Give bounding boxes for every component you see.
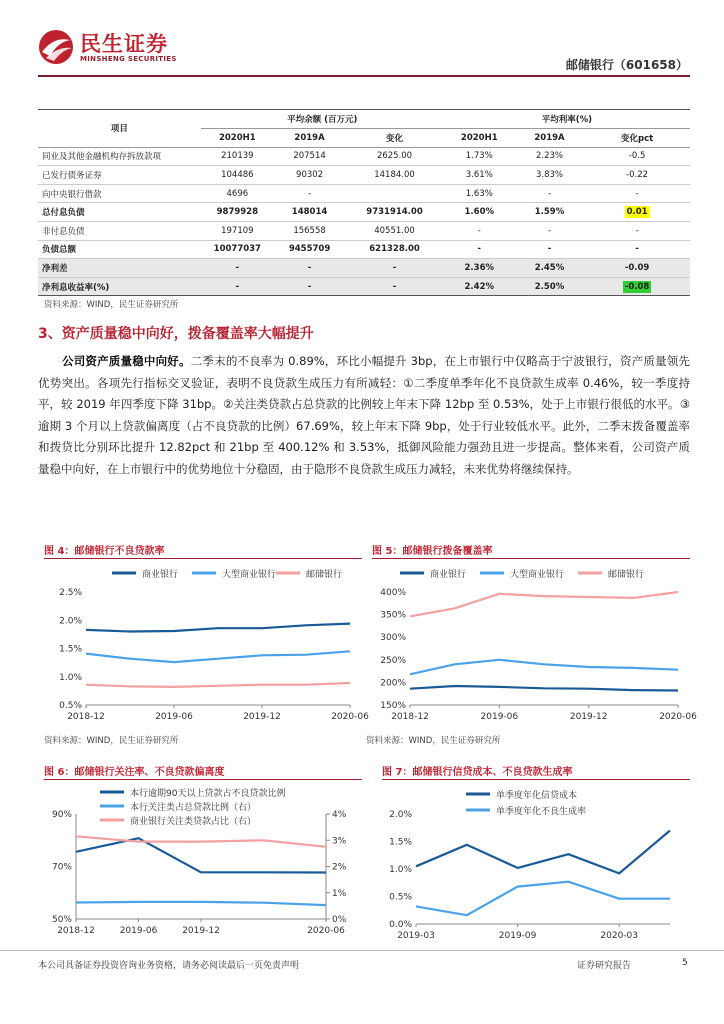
- x-tick-label: 2019-09: [498, 931, 537, 941]
- table-cell: -: [635, 225, 639, 236]
- table-cell: 负债总额: [42, 245, 77, 256]
- legend-label: 本行关注类占总贷款比例（右）: [130, 803, 257, 813]
- table-subheader: 变化: [386, 133, 404, 144]
- y-tick-label: 1.5%: [389, 837, 412, 848]
- table-header-group2: 平均利率(%): [444, 110, 690, 129]
- y-right-tick-label: 3%: [332, 836, 347, 847]
- y-tick-label: 90%: [51, 810, 72, 820]
- fig4-chart: [44, 560, 369, 725]
- table-cell: 104486: [221, 170, 254, 181]
- table-cell: -: [547, 244, 552, 255]
- highlight-value: 0.01: [626, 207, 648, 218]
- table-subheader: 2020H1: [218, 132, 256, 143]
- footer-report-type: 证券研究报告: [577, 961, 632, 971]
- table-subheader: 2019A: [294, 132, 325, 143]
- table-subheader: 2019A: [534, 132, 565, 143]
- x-tick-label: 2019-12: [182, 926, 220, 936]
- y-tick-label: 0.5%: [389, 892, 412, 903]
- table-cell: 2.50%: [515, 277, 584, 296]
- table-cell: [584, 203, 690, 222]
- table-cell: 148014: [291, 207, 328, 218]
- page-number: 5: [682, 958, 688, 968]
- fig7-title: 图 7：邮储银行信贷成本、不良贷款生成率: [382, 762, 690, 780]
- series-line: [410, 686, 678, 691]
- table-cell: 1.63%: [465, 188, 493, 199]
- fig5-chart: [372, 560, 697, 725]
- series-line: [416, 882, 670, 916]
- x-tick-label: 2019-06: [119, 926, 158, 936]
- table-header-row: [38, 110, 690, 129]
- series-line: [86, 651, 350, 662]
- table-cell: 197109: [221, 225, 254, 236]
- series-line: [86, 624, 350, 632]
- body-paragraph: [38, 351, 690, 480]
- y-tick-label: 1.5%: [59, 644, 82, 655]
- table-cell: 210139: [221, 151, 254, 162]
- table-cell: 总付息负债: [42, 208, 85, 219]
- y-tick-label: 1.0%: [59, 672, 82, 683]
- brand-name-en: MINSHENG SECURITIES: [80, 55, 177, 63]
- table-subheader: 2020H1: [460, 132, 498, 143]
- table-row: [38, 240, 690, 259]
- table-cell: 净利差: [38, 259, 201, 278]
- table-cell: -: [477, 244, 482, 255]
- table-cell: 2.36%: [444, 259, 515, 278]
- table-top-border: [38, 109, 690, 110]
- y-right-tick-label: 4%: [332, 810, 347, 820]
- table-cell: 1.73%: [465, 151, 493, 162]
- table-cell: 向中央银行借款: [42, 189, 102, 200]
- x-tick-label: 2020-06: [307, 926, 345, 936]
- table-cell: 9455709: [288, 244, 331, 255]
- table-cell: -0.09: [584, 259, 690, 278]
- table-row: [38, 184, 690, 203]
- table-header-group1: 平均余额 (百万元): [201, 110, 444, 129]
- table-cell: 2.23%: [535, 151, 563, 162]
- legend-label: 商业银行: [430, 570, 467, 580]
- series-line: [76, 836, 326, 847]
- y-tick-label: 0.5%: [59, 701, 82, 711]
- x-tick-label: 2018-12: [391, 712, 429, 722]
- x-tick-label: 2018-12: [57, 926, 95, 936]
- table-cell: -: [201, 259, 274, 278]
- x-tick-label: 2019-12: [569, 712, 608, 722]
- table-cell: -: [547, 225, 552, 236]
- table-cell: 非付息负债: [42, 226, 85, 237]
- x-tick-label: 2020-06: [331, 712, 369, 722]
- table-cell: 207514: [293, 151, 326, 162]
- table-row: [38, 277, 690, 296]
- legend-label: 邮储银行: [306, 570, 343, 580]
- series-line: [76, 902, 326, 905]
- paragraph-lead: 公司资产质量稳中向好。: [62, 354, 191, 368]
- table-cell: 2.45%: [515, 259, 584, 278]
- table-cell: -: [345, 259, 443, 278]
- table-row: [38, 203, 690, 222]
- table-row: [38, 166, 690, 185]
- table-cell: 2.42%: [444, 277, 515, 296]
- legend-label: 单季度年化不良生成率: [496, 807, 587, 817]
- y-tick-label: 0.0%: [389, 920, 412, 930]
- table-row: [38, 147, 690, 166]
- y-tick-label: 70%: [51, 862, 72, 873]
- legend-label: 商业银行关注类贷款占比（右）: [130, 817, 257, 827]
- fig5-source: 资料来源：WIND，民生证券研究所: [366, 736, 501, 746]
- table-cell: 9731914.00: [366, 207, 423, 218]
- brand-name-cn: 民生证券: [80, 32, 168, 56]
- table-row: [38, 259, 690, 278]
- table-cell: [345, 184, 443, 203]
- table-row: [38, 222, 690, 241]
- table-cell: 621328.00: [369, 244, 420, 255]
- x-tick-label: 2019-03: [397, 931, 435, 941]
- legend-label: 本行逾期90天以上贷款占不良贷款比例: [130, 789, 286, 799]
- table-cell: 3.61%: [465, 170, 493, 181]
- y-tick-label: 300%: [380, 633, 406, 644]
- fig45-source: 资料来源：WIND，民生证券研究所: [44, 736, 179, 746]
- table-cell: -0.22: [626, 170, 649, 181]
- table-cell: -: [635, 188, 639, 199]
- table-cell: 1.60%: [464, 207, 495, 218]
- fig5-title: 图 5：邮储银行拨备覆盖率: [372, 541, 690, 559]
- legend-label: 商业银行: [142, 570, 179, 580]
- fig4-title: 图 4：邮储银行不良贷款率: [44, 541, 362, 559]
- fig7-chart: [382, 782, 690, 942]
- table-cell: -: [477, 225, 481, 236]
- table-cell: 1.59%: [534, 207, 565, 218]
- footer-divider: [0, 950, 724, 951]
- legend-label: 大型商业银行: [222, 570, 277, 580]
- header-divider: [38, 75, 690, 77]
- x-tick-label: 2019-12: [243, 712, 281, 722]
- y-tick-label: 250%: [380, 655, 406, 666]
- table-header-item: 项目: [110, 124, 128, 135]
- y-right-tick-label: 1%: [332, 888, 347, 899]
- y-tick-label: 2.5%: [59, 588, 82, 598]
- paragraph-body: 二季末的不良率为 0.89%，环比小幅提升 3bp，在上市银行中仅略高于宁波银行，资产质量领先优势突出。各项先行指标交叉验证，表明不良贷款生成压力有所减轻：①二季度单季年化不良贷款生成率 0.46%，较一季度持平，较 2019 年四季度下降 31bp。②关注类贷款占总贷款的比例较上年末下降 12bp 至 0.53%，处于上市银行很低的水平。③逾期 3 个月以上贷款偏离度（占不良贷款的比例）67.69%，较上年末下降 9bp，处于行业较低水平。此外，二季末拨备覆盖率和拨贷比分别环比提升 12.82pct 和 21bp 至 400.12% 和 3.53%，抵御风险能力强劲且进一步提高。整体来看，公司资产质量稳中向好，在上市银行中的优势地位十分稳固，由于隐形不良贷款生成压力减轻，未来优势将继续保持。: [38, 354, 691, 476]
- y-tick-label: 1.0%: [389, 865, 412, 875]
- table-cell: [584, 277, 690, 296]
- highlight-value: -0.08: [624, 281, 650, 292]
- table-cell: -: [274, 277, 345, 296]
- table-cell: -: [201, 277, 274, 296]
- table-cell: 同业及其他金融机构存拆放款项: [42, 152, 162, 163]
- y-right-tick-label: 0%: [332, 915, 347, 925]
- table-cell: 2625.00: [376, 151, 413, 162]
- legend-label: 单季度年化信贷成本: [496, 791, 578, 801]
- series-line: [86, 683, 350, 687]
- x-tick-label: 2019-06: [155, 712, 193, 722]
- fig6-chart: [44, 782, 362, 942]
- x-tick-label: 2019-06: [480, 712, 519, 722]
- table-cell: 净利息收益率(%): [38, 277, 201, 296]
- table-source: 资料来源：WIND，民生证券研究所: [44, 300, 179, 310]
- table-cell: 已发行债务证券: [42, 171, 102, 182]
- company-name: 邮储银行（601658）: [565, 58, 688, 72]
- table-cell: -: [547, 188, 552, 199]
- table-cell: -: [345, 277, 443, 296]
- table-cell: 4696: [226, 188, 249, 199]
- y-tick-label: 200%: [380, 678, 406, 689]
- x-tick-label: 2018-12: [67, 712, 105, 722]
- y-tick-label: 150%: [380, 701, 406, 711]
- footer-disclaimer: 本公司具备证券投资咨询业务资格，请务必阅读最后一页免责声明: [38, 961, 300, 971]
- series-line: [416, 831, 670, 874]
- legend-label: 邮储银行: [608, 570, 645, 580]
- brand-logo: [36, 26, 196, 68]
- y-tick-label: 50%: [51, 915, 72, 925]
- table-cell: -: [274, 259, 345, 278]
- x-tick-label: 2020-06: [659, 712, 697, 722]
- table-subheader: 变化pct: [621, 133, 654, 144]
- table-cell: -0.5: [628, 151, 646, 162]
- y-tick-label: 2.0%: [59, 616, 82, 627]
- table-cell: 156558: [293, 225, 326, 236]
- table-cell: 10077037: [213, 244, 261, 255]
- series-line: [410, 592, 678, 616]
- legend-label: 大型商业银行: [510, 570, 565, 580]
- y-tick-label: 2.0%: [389, 810, 412, 820]
- table-cell: 14184.00: [374, 170, 415, 181]
- logo-icon: [36, 28, 76, 66]
- y-right-tick-label: 2%: [332, 862, 347, 873]
- table-cell: 3.83%: [535, 170, 563, 181]
- x-tick-label: 2020-03: [600, 931, 639, 941]
- table-cell: -: [308, 188, 312, 199]
- section-title: 3、资产质量稳中向好，拨备覆盖率大幅提升: [38, 326, 314, 342]
- fig6-title: 图 6：邮储银行关注率、不良贷款偏离度: [44, 762, 362, 780]
- table-cell: 9879928: [216, 207, 259, 218]
- y-tick-label: 400%: [380, 588, 406, 598]
- table-cell: 40551.00: [374, 225, 415, 236]
- y-tick-label: 350%: [380, 610, 406, 621]
- series-line: [410, 660, 678, 675]
- table-cell: -: [635, 244, 639, 255]
- table-cell: 90302: [296, 170, 324, 181]
- liability-table: [38, 110, 690, 296]
